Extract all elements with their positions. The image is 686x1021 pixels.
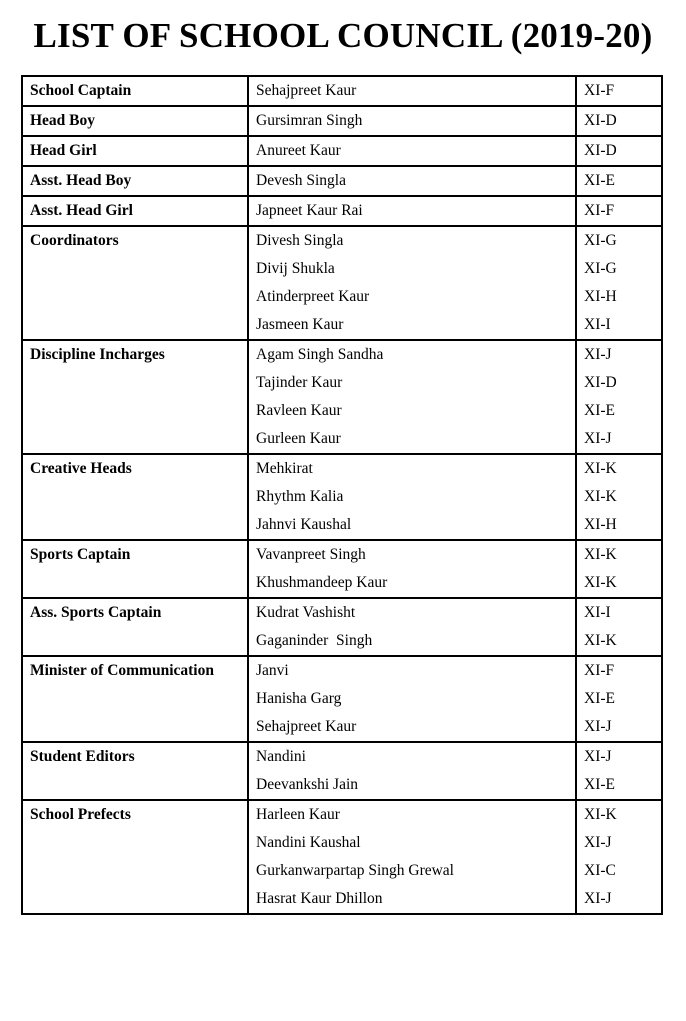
member-name: Vavanpreet Singh: [256, 546, 366, 563]
member-classes-cell: [576, 136, 662, 166]
member-names-cell: [248, 598, 576, 656]
member-class: XI-D: [584, 142, 617, 159]
school-council-table: [21, 75, 663, 915]
member-names-cell: [248, 340, 576, 454]
role-cell: [22, 540, 248, 598]
role-label: School Captain: [30, 82, 132, 99]
member-class: XI-J: [584, 890, 612, 907]
table-row: [22, 136, 662, 166]
member-name: Gaganinder Singh: [256, 632, 373, 649]
role-cell: [22, 340, 248, 454]
member-name: Nandini Kaushal: [256, 834, 361, 851]
table-row: [22, 656, 662, 742]
member-names-cell: [248, 76, 576, 106]
table-row: [22, 800, 662, 914]
member-name: Anureet Kaur: [256, 142, 341, 159]
member-names-cell: [248, 106, 576, 136]
member-name: Divesh Singla: [256, 232, 344, 249]
role-label: Sports Captain: [30, 546, 131, 563]
role-label: Student Editors: [30, 748, 135, 765]
role-label: Asst. Head Boy: [30, 172, 132, 189]
role-cell: [22, 226, 248, 340]
member-class: XI-D: [584, 374, 617, 391]
member-name: Jahnvi Kaushal: [256, 516, 352, 533]
table-row: [22, 226, 662, 340]
member-classes-cell: [576, 340, 662, 454]
role-cell: [22, 454, 248, 540]
member-classes-cell: [576, 656, 662, 742]
member-names-cell: [248, 226, 576, 340]
member-class: XI-E: [584, 402, 615, 419]
member-name: Sehajpreet Kaur: [256, 82, 357, 99]
member-class: XI-E: [584, 690, 615, 707]
member-name: Kudrat Vashisht: [256, 604, 356, 621]
member-class: XI-I: [584, 316, 611, 333]
role-cell: [22, 656, 248, 742]
member-name: Atinderpreet Kaur: [256, 288, 370, 305]
table-row: [22, 454, 662, 540]
member-class: XI-C: [584, 862, 616, 879]
member-class: XI-J: [584, 834, 612, 851]
role-label: Head Boy: [30, 112, 96, 129]
member-name: Harleen Kaur: [256, 806, 340, 823]
table-row: [22, 598, 662, 656]
role-label: Ass. Sports Captain: [30, 604, 162, 621]
member-name: Agam Singh Sandha: [256, 346, 384, 363]
member-classes-cell: [576, 800, 662, 914]
table-row: [22, 166, 662, 196]
member-name: Hanisha Garg: [256, 690, 342, 707]
table-row: [22, 340, 662, 454]
role-cell: [22, 598, 248, 656]
table-row: [22, 196, 662, 226]
member-name: Deevankshi Jain: [256, 776, 359, 793]
role-cell: [22, 106, 248, 136]
member-class: XI-J: [584, 346, 612, 363]
member-name: Khushmandeep Kaur: [256, 574, 388, 591]
role-label: Discipline Incharges: [30, 346, 165, 363]
member-names-cell: [248, 656, 576, 742]
member-classes-cell: [576, 106, 662, 136]
role-cell: [22, 800, 248, 914]
member-names-cell: [248, 454, 576, 540]
member-class: XI-J: [584, 718, 612, 735]
table-row: [22, 106, 662, 136]
school-council-table-body: [22, 76, 662, 914]
member-name: Sehajpreet Kaur: [256, 718, 357, 735]
role-label: Creative Heads: [30, 460, 132, 477]
member-classes-cell: [576, 196, 662, 226]
member-class: XI-J: [584, 748, 612, 765]
member-name: Gurkanwarpartap Singh Grewal: [256, 862, 454, 879]
role-cell: [22, 76, 248, 106]
member-name: Japneet Kaur Rai: [256, 202, 363, 219]
table-row: [22, 76, 662, 106]
member-name: Nandini: [256, 748, 306, 765]
member-name: Divij Shukla: [256, 260, 335, 277]
member-class: XI-H: [584, 516, 617, 533]
member-name: Janvi: [256, 662, 289, 679]
member-names-cell: [248, 196, 576, 226]
role-label: Head Girl: [30, 142, 97, 159]
member-class: XI-K: [584, 574, 617, 591]
member-names-cell: [248, 136, 576, 166]
role-label: Asst. Head Girl: [30, 202, 133, 219]
role-cell: [22, 166, 248, 196]
member-class: XI-J: [584, 430, 612, 447]
member-name: Ravleen Kaur: [256, 402, 342, 419]
member-names-cell: [248, 800, 576, 914]
member-classes-cell: [576, 226, 662, 340]
member-class: XI-F: [584, 82, 615, 99]
member-class: XI-F: [584, 202, 615, 219]
member-name: Tajinder Kaur: [256, 374, 343, 391]
member-name: Mehkirat: [256, 460, 313, 477]
member-classes-cell: [576, 742, 662, 800]
member-name: Rhythm Kalia: [256, 488, 344, 505]
member-class: XI-H: [584, 288, 617, 305]
member-class: XI-G: [584, 260, 617, 277]
member-classes-cell: [576, 166, 662, 196]
role-label: Minister of Communication: [30, 662, 214, 679]
member-name: Devesh Singla: [256, 172, 346, 189]
member-classes-cell: [576, 454, 662, 540]
member-class: XI-I: [584, 604, 611, 621]
role-cell: [22, 742, 248, 800]
member-classes-cell: [576, 76, 662, 106]
member-class: XI-K: [584, 546, 617, 563]
member-classes-cell: [576, 598, 662, 656]
role-cell: [22, 136, 248, 166]
member-class: XI-D: [584, 112, 617, 129]
member-name: Jasmeen Kaur: [256, 316, 344, 333]
member-class: XI-E: [584, 776, 615, 793]
member-class: XI-F: [584, 662, 615, 679]
member-name: Gurleen Kaur: [256, 430, 341, 447]
member-names-cell: [248, 166, 576, 196]
member-class: XI-E: [584, 172, 615, 189]
role-cell: [22, 196, 248, 226]
member-class: XI-K: [584, 460, 617, 477]
member-class: XI-K: [584, 632, 617, 649]
table-row: [22, 742, 662, 800]
member-name: Hasrat Kaur Dhillon: [256, 890, 383, 907]
member-names-cell: [248, 742, 576, 800]
member-class: XI-K: [584, 488, 617, 505]
role-label: School Prefects: [30, 806, 131, 823]
member-class: XI-G: [584, 232, 617, 249]
role-label: Coordinators: [30, 232, 119, 249]
member-name: Gursimran Singh: [256, 112, 363, 129]
member-class: XI-K: [584, 806, 617, 823]
member-classes-cell: [576, 540, 662, 598]
table-row: [22, 540, 662, 598]
page-title: LIST OF SCHOOL COUNCIL (2019-20): [33, 16, 653, 55]
member-names-cell: [248, 540, 576, 598]
